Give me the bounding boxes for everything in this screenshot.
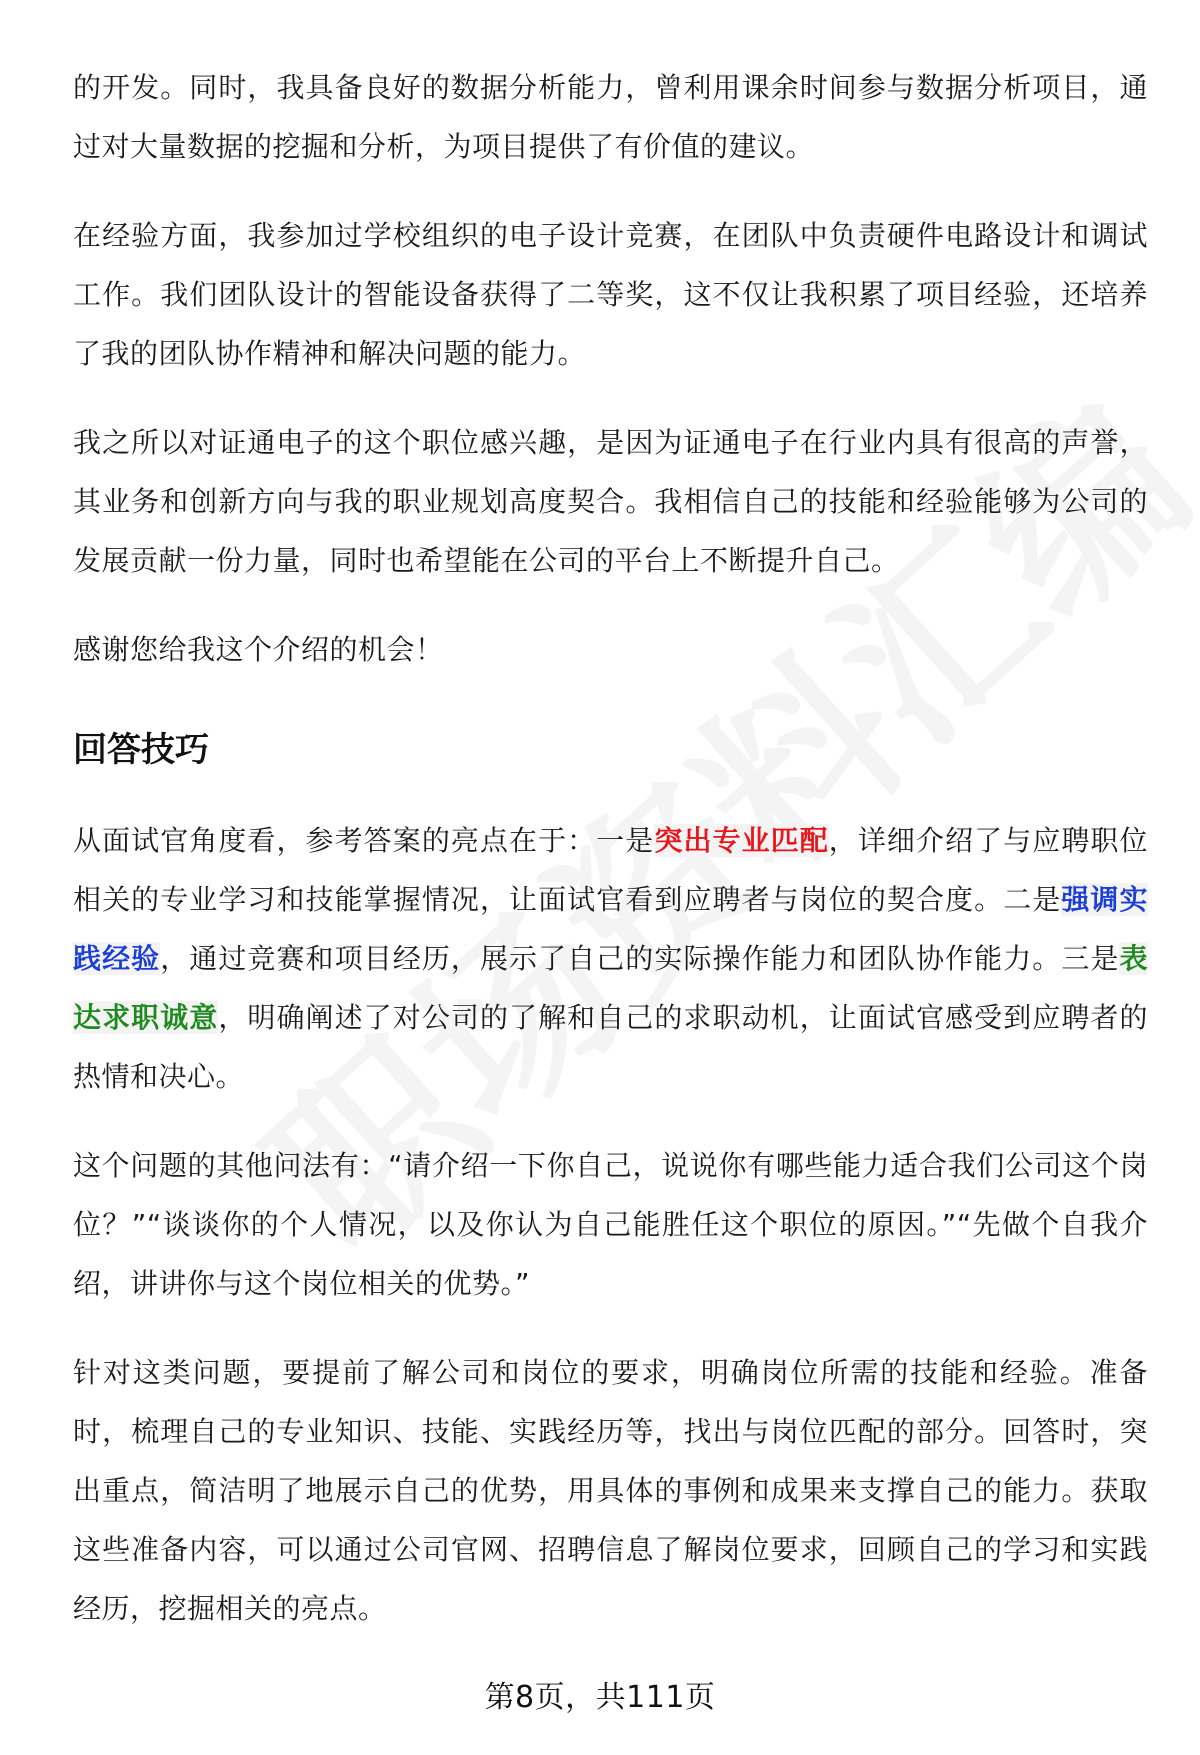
paragraph-thanks: 感谢您给我这个介绍的机会！ [73, 633, 444, 666]
paragraph-skills-continued: 的开发。同时，我具备良好的数据分析能力，曾利用课余时间参与数据分析项目，通过对大量数据的挖掘和分析，为项目提供了有价值的建议。 [73, 71, 1148, 163]
highlight-professional-match: 突出专业匹配 [654, 824, 829, 857]
section-heading-answer-tips: 回答技巧 [73, 730, 209, 770]
paragraph-alternative-questions: 这个问题的其他问法有：“请介绍一下你自己，说说你有哪些能力适合我们公司这个岗位？”“谈谈你的个人情况，以及你认为自己能胜任这个职位的原因。”“先做个自我介绍，讲讲你与这个岗位相关的优势。” [73, 1149, 1148, 1300]
page-number-footer: 第8页，共111页 [484, 1680, 716, 1715]
highlight-job-sincerity: 表达求职诚意 [73, 942, 1148, 1034]
document-page [73, 58, 1148, 1668]
text-segment: ，明确阐述了对公司的了解和自己的求职动机，让面试官感受到应聘者的热情和决心。 [73, 1001, 1148, 1093]
paragraph-experience: 在经验方面，我参加过学校组织的电子设计竞赛，在团队中负责硬件电路设计和调试工作。我们团队设计的智能设备获得了二等奖，这不仅让我积累了项目经验，还培养了我的团队协作精神和解决问题的能力。 [73, 219, 1148, 370]
highlight-practical-experience: 强调实践经验 [73, 883, 1148, 975]
paragraph-motivation: 我之所以对证通电子的这个职位感兴趣，是因为证通电子在行业内具有很高的声誉，其业务和创新方向与我的职业规划高度契合。我相信自己的技能和经验能够为公司的发展贡献一份力量，同时也希望能在公司的平台上不断提升自己。 [73, 426, 1148, 577]
text-segment: ，通过竞赛和项目经历，展示了自己的实际操作能力和团队协作能力。三是 [160, 942, 1120, 975]
text-segment: ，详细介绍了与应聘职位相关的专业学习和技能掌握情况，让面试官看到应聘者与岗位的契合度。二是 [73, 824, 1148, 916]
paragraph-interviewer-view [73, 811, 1148, 1106]
paragraph-preparation-advice: 针对这类问题，要提前了解公司和岗位的要求，明确岗位所需的技能和经验。准备时，梳理自己的专业知识、技能、实践经历等，找出与岗位匹配的部分。回答时，突出重点，简洁明了地展示自己的优势，用具体的事例和成果来支撑自己的能力。获取这些准备内容，可以通过公司官网、招聘信息了解岗位要求，回顾自己的学习和实践经历，挖掘相关的亮点。 [73, 1356, 1148, 1625]
text-segment: 从面试官角度看，参考答案的亮点在于：一是 [73, 824, 655, 857]
